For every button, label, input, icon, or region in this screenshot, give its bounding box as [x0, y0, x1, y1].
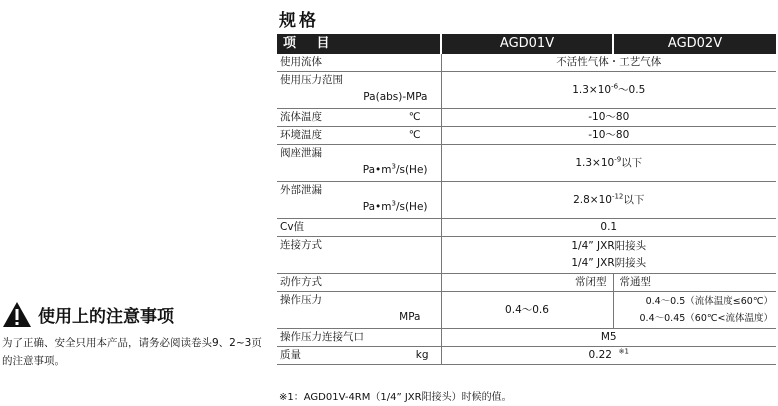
row-mass	[277, 347, 776, 365]
row-ambient-temp	[277, 127, 776, 145]
row-value: M5	[441, 329, 776, 347]
row-unit: MPa	[399, 311, 421, 323]
row-unit: ℃	[408, 111, 421, 123]
row-unit: Pa(abs)-MPa	[363, 91, 428, 103]
row-value: -10〜80	[441, 109, 776, 127]
row-value	[441, 347, 776, 365]
row-value-agd01v: 0.4〜0.6	[441, 292, 613, 329]
header-model-agd01v: AGD01V	[441, 34, 613, 54]
row-label: 操作压力	[280, 294, 322, 306]
row-connection	[277, 237, 776, 274]
row-label-cell	[277, 109, 441, 127]
row-value: $1.3\times 10^{-9}$以下	[441, 145, 776, 182]
row-value	[441, 72, 776, 109]
row-value: $2.8\times 10^{-12}$以下	[441, 182, 776, 219]
row-label: 连接方式	[277, 237, 441, 274]
row-label-cell	[277, 72, 441, 109]
table-header	[277, 34, 776, 54]
row-label: 操作压力连接气口	[277, 329, 441, 347]
value-exponent: -6	[611, 82, 619, 90]
row-label-cell	[277, 292, 441, 329]
spec-table	[277, 34, 776, 365]
row-value-agd01v: 常闭型	[441, 274, 613, 292]
row-value: 不活性气体・工艺气体	[441, 54, 776, 72]
pressure-value-b: 0.4〜0.45（60℃<流体温度）	[639, 313, 773, 324]
row-label-cell	[277, 182, 441, 219]
caution-title: 使用上的注意事项	[38, 307, 174, 327]
caution-header	[2, 301, 264, 328]
warning-triangle-icon	[2, 301, 32, 328]
row-port	[277, 329, 776, 347]
row-label: 动作方式	[277, 274, 441, 292]
row-unit: $Pa•m^3/s(He)$	[362, 199, 428, 213]
row-unit: kg	[415, 349, 429, 361]
row-value-agd02v	[613, 292, 776, 329]
row-pressure-range	[277, 72, 776, 109]
row-label: 环境温度	[280, 129, 322, 141]
row-label: 使用压力范围	[280, 74, 343, 86]
connection-value-1: 1/4” JXR阳接头	[571, 240, 647, 252]
value-tail: 〜0.5	[618, 83, 646, 96]
row-value: 0.1	[441, 219, 776, 237]
page-title: 规格	[279, 11, 319, 31]
row-label-cell	[277, 145, 441, 182]
row-label: Cv值	[277, 219, 441, 237]
row-unit: ℃	[408, 129, 421, 141]
header-item: 项 目	[277, 34, 441, 54]
row-value-agd02v: 常通型	[613, 274, 776, 292]
row-label-cell	[277, 347, 441, 365]
row-label: 流体温度	[280, 111, 322, 123]
row-label: 外部泄漏	[280, 184, 322, 196]
connection-value-2: 1/4” JXR阴接头	[571, 257, 647, 269]
footnote: ※1：AGD01V-4RM（1/4” JXR阳接头）时候的值。	[279, 392, 512, 403]
row-fluid-temp	[277, 109, 776, 127]
row-value: -10〜80	[441, 127, 776, 145]
pressure-value-a: 0.4〜0.5（流体温度≤60℃）	[645, 296, 773, 307]
row-unit: $Pa•m^3/s(He)$	[362, 162, 428, 176]
row-cv	[277, 219, 776, 237]
row-external-leak	[277, 182, 776, 219]
row-label-cell	[277, 127, 441, 145]
row-operating-pressure	[277, 292, 776, 329]
mass-value: 0.22	[588, 349, 612, 361]
row-fluid	[277, 54, 776, 72]
caution-block	[2, 301, 264, 370]
caution-text: 为了正确、安全只用本产品，请务必阅读卷头9、2~3页的注意事项。	[2, 337, 262, 367]
header-model-agd02v: AGD02V	[613, 34, 776, 54]
value-mantissa: 1.3×10	[572, 83, 612, 96]
row-action	[277, 274, 776, 292]
row-seat-leak	[277, 145, 776, 182]
row-label: 质量	[280, 349, 301, 361]
row-label: 使用流体	[277, 54, 441, 72]
row-label: 阀座泄漏	[280, 147, 322, 159]
mass-note: ※1	[618, 347, 629, 356]
row-value	[441, 237, 776, 274]
